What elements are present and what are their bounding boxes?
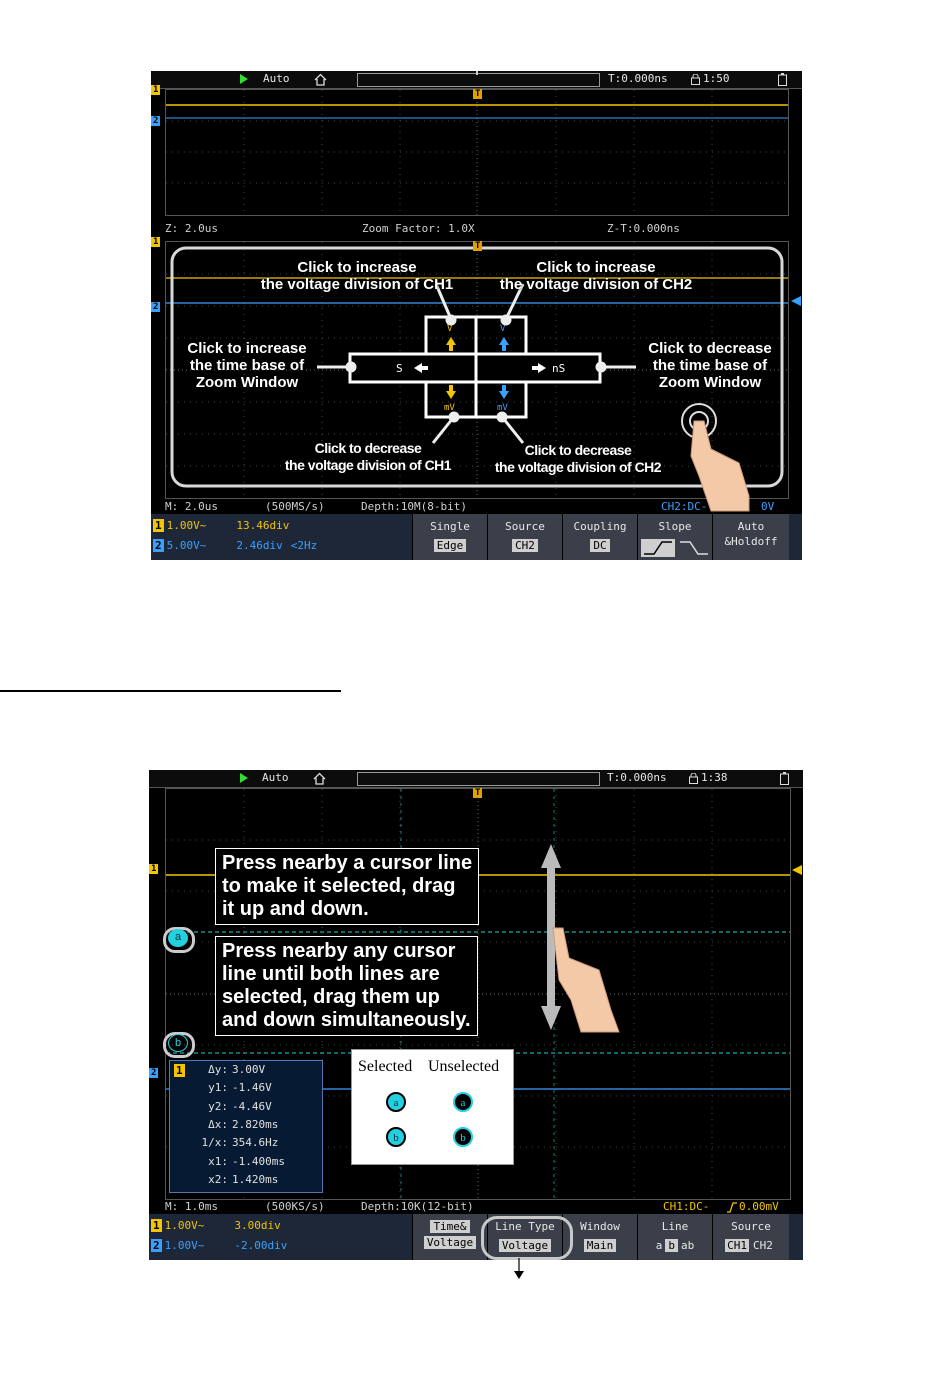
zoom-factor: Zoom Factor: 1.0X	[362, 222, 475, 235]
sample-rate-2: (500KS/s)	[265, 1200, 325, 1213]
ch2-decrease-pad[interactable]: mV	[497, 403, 508, 413]
zoom-timebase: Z: 2.0us	[165, 222, 218, 235]
legend-unselected-a: a	[453, 1092, 473, 1112]
cursor-a-bubble[interactable]: a	[168, 929, 188, 947]
ch1-info-row[interactable]: 1 1.00V~ 13.46div	[155, 519, 290, 532]
legend-selected-label: Selected	[358, 1058, 413, 1075]
pointing-hand-icon	[691, 421, 749, 511]
oscilloscope-screen-cursor	[149, 770, 803, 1260]
callout-increase-ch1: Click to increase the voltage division of CH1	[260, 259, 454, 293]
bottom-menu-bar-2	[149, 1214, 803, 1260]
drag-gesture	[529, 840, 639, 1040]
measure-key: Δx:	[208, 1117, 228, 1131]
ch1-increase-pad[interactable]: V	[447, 324, 453, 334]
measure-key: y2:	[208, 1099, 228, 1113]
trigger-level-2: 0.00mV	[739, 1200, 779, 1213]
measure-key: 1/x:	[201, 1136, 228, 1150]
measure-value: -1.46V	[232, 1081, 272, 1095]
menu-trigger-type[interactable]: Single Edge	[412, 514, 487, 560]
ch2-info-row[interactable]: 2 5.00V~ 2.46div <2Hz	[155, 539, 318, 552]
ch1-level-marker-2[interactable]: 1	[151, 864, 157, 874]
menu-window[interactable]: Window Main	[562, 1214, 637, 1260]
legend-unselected-b: b	[453, 1127, 473, 1147]
memory-depth: Depth:10M(8-bit)	[361, 500, 467, 513]
ch2-level-marker[interactable]: 2	[153, 116, 159, 126]
callout-decrease-ch2: Click to decrease the voltage division of CH2	[494, 442, 662, 475]
trigger-status: CH2:DC-	[661, 500, 708, 513]
legend-selected-a: a	[386, 1092, 406, 1112]
measure-row	[170, 1081, 320, 1099]
callout-increase-ch2: Click to increase the voltage division of CH2	[499, 259, 693, 293]
measure-row	[170, 1118, 320, 1136]
play-icon[interactable]	[240, 773, 248, 783]
acquire-mode[interactable]: Auto	[263, 72, 290, 85]
instruction-both-cursors: Press nearby any cursor line until both lines are selected, drag them up and down simultaneously.	[215, 936, 478, 1036]
measure-value: 3.00V	[232, 1063, 266, 1076]
line-option-a[interactable]: a	[655, 1239, 663, 1252]
trigger-time: T:0.000ns	[608, 72, 668, 85]
measure-value: 2.820ms	[232, 1117, 279, 1131]
zoom-ch2-level-marker[interactable]: 2	[153, 302, 159, 312]
drag-up-arrow-icon	[541, 844, 561, 868]
main-timebase: M: 2.0us	[165, 500, 218, 513]
timebase-increase-pad[interactable]: S	[396, 362, 403, 375]
measure-key: Δy:	[208, 1063, 228, 1076]
menu-trigger-source[interactable]: Source CH2	[487, 514, 562, 560]
measure-row	[170, 1100, 320, 1118]
top-status-bar-2	[149, 770, 803, 788]
instruction-single-cursor: Press nearby a cursor line to make it selected, drag it up and down.	[215, 848, 479, 925]
trigger-time-2: T:0.000ns	[607, 771, 667, 784]
sample-rate: (500MS/s)	[265, 500, 325, 513]
home-icon[interactable]	[313, 772, 326, 785]
trigger-position-marker[interactable]: T	[475, 89, 481, 99]
cursor-b-bubble[interactable]: b	[168, 1034, 188, 1052]
line-type-highlight	[481, 1216, 573, 1260]
measure-key: x2:	[208, 1172, 228, 1186]
measure-row	[170, 1136, 320, 1154]
drag-down-arrow-icon	[541, 1006, 561, 1030]
measure-value: -1.400ms	[232, 1154, 285, 1168]
measure-row	[170, 1063, 320, 1081]
memory-depth-2: Depth:10K(12-bit)	[361, 1200, 474, 1213]
menu-cursor-type[interactable]: Time& Voltage	[412, 1214, 487, 1260]
trigger-status-2: CH1:DC-	[663, 1200, 710, 1213]
ch2-info-row-2[interactable]: 2 1.00V~ -2.00div	[153, 1239, 288, 1252]
measure-value: 1.420ms	[232, 1172, 279, 1186]
acquire-mode-2[interactable]: Auto	[262, 771, 289, 784]
menu-line-type[interactable]: Line Type Voltage	[487, 1214, 562, 1260]
ch1-level-marker[interactable]: 1	[153, 85, 159, 95]
measure-value: -4.46V	[232, 1099, 272, 1113]
bottom-menu-bar	[151, 514, 802, 560]
line-option-b[interactable]: b	[665, 1239, 678, 1252]
zoom-trigger-marker[interactable]: T	[475, 241, 481, 251]
rising-edge-icon	[727, 1202, 737, 1213]
ch1-info-row-2[interactable]: 1 1.00V~ 3.00div	[153, 1219, 281, 1232]
menu-auto-holdoff[interactable]: Auto &Holdoff	[712, 514, 789, 560]
lock-icon	[689, 773, 698, 784]
measure-source-badge: 1	[176, 1064, 183, 1077]
cursor-measurement-panel	[169, 1060, 323, 1193]
menu-coupling[interactable]: Coupling DC	[562, 514, 637, 560]
ch1-decrease-pad[interactable]: mV	[444, 403, 455, 413]
line-type-pointer-arrow	[512, 1258, 526, 1280]
slope-icon[interactable]	[640, 538, 710, 558]
section-rule	[0, 690, 341, 692]
callout-increase-timebase: Click to increase the time base of Zoom Window	[187, 340, 307, 391]
main-timebase-2: M: 1.0ms	[165, 1200, 218, 1213]
memory-position-bar-2[interactable]	[357, 772, 600, 786]
battery-icon	[780, 772, 789, 785]
callout-decrease-timebase: Click to decrease the time base of Zoom Window	[648, 340, 772, 391]
callout-decrease-ch1: Click to decrease the voltage division of CH1	[284, 440, 452, 473]
source-option-ch1[interactable]: CH1	[727, 1239, 747, 1252]
trigger-position-marker-2[interactable]: T	[475, 788, 481, 798]
callout-pointers	[151, 71, 802, 560]
oscilloscope-screen-zoom	[151, 71, 802, 560]
measure-value: 354.6Hz	[232, 1136, 279, 1150]
clock-time-2: 1:38	[701, 771, 728, 784]
measure-key: y1:	[208, 1081, 228, 1095]
measure-row	[170, 1173, 320, 1191]
legend-unselected-label: Unselected	[428, 1058, 500, 1075]
ch2-increase-pad[interactable]: V	[500, 324, 506, 334]
measure-key: x1:	[208, 1154, 228, 1168]
line-option-ab[interactable]: ab	[681, 1239, 695, 1252]
zoom-ch1-level-marker[interactable]: 1	[153, 237, 159, 247]
menu-slope[interactable]: Slope	[637, 514, 712, 560]
ch2-level-marker-2[interactable]: 2	[151, 1068, 157, 1078]
menu-line[interactable]: Line a b ab	[637, 1214, 712, 1260]
legend-selected-b: b	[386, 1127, 406, 1147]
menu-source[interactable]: Source CH1 CH2	[712, 1214, 789, 1260]
clock-time: 1:50	[703, 72, 730, 85]
zoom-trigger-time: Z-T:0.000ns	[607, 222, 680, 235]
cursor-legend	[351, 1049, 514, 1165]
pointing-hand-icon-2	[553, 928, 619, 1032]
measure-row	[170, 1155, 320, 1173]
timebase-decrease-pad[interactable]: nS	[552, 362, 566, 375]
source-option-ch2[interactable]: CH2	[753, 1239, 773, 1252]
ch1-right-arrow-icon	[792, 865, 802, 875]
trigger-level: 0V	[761, 500, 775, 513]
